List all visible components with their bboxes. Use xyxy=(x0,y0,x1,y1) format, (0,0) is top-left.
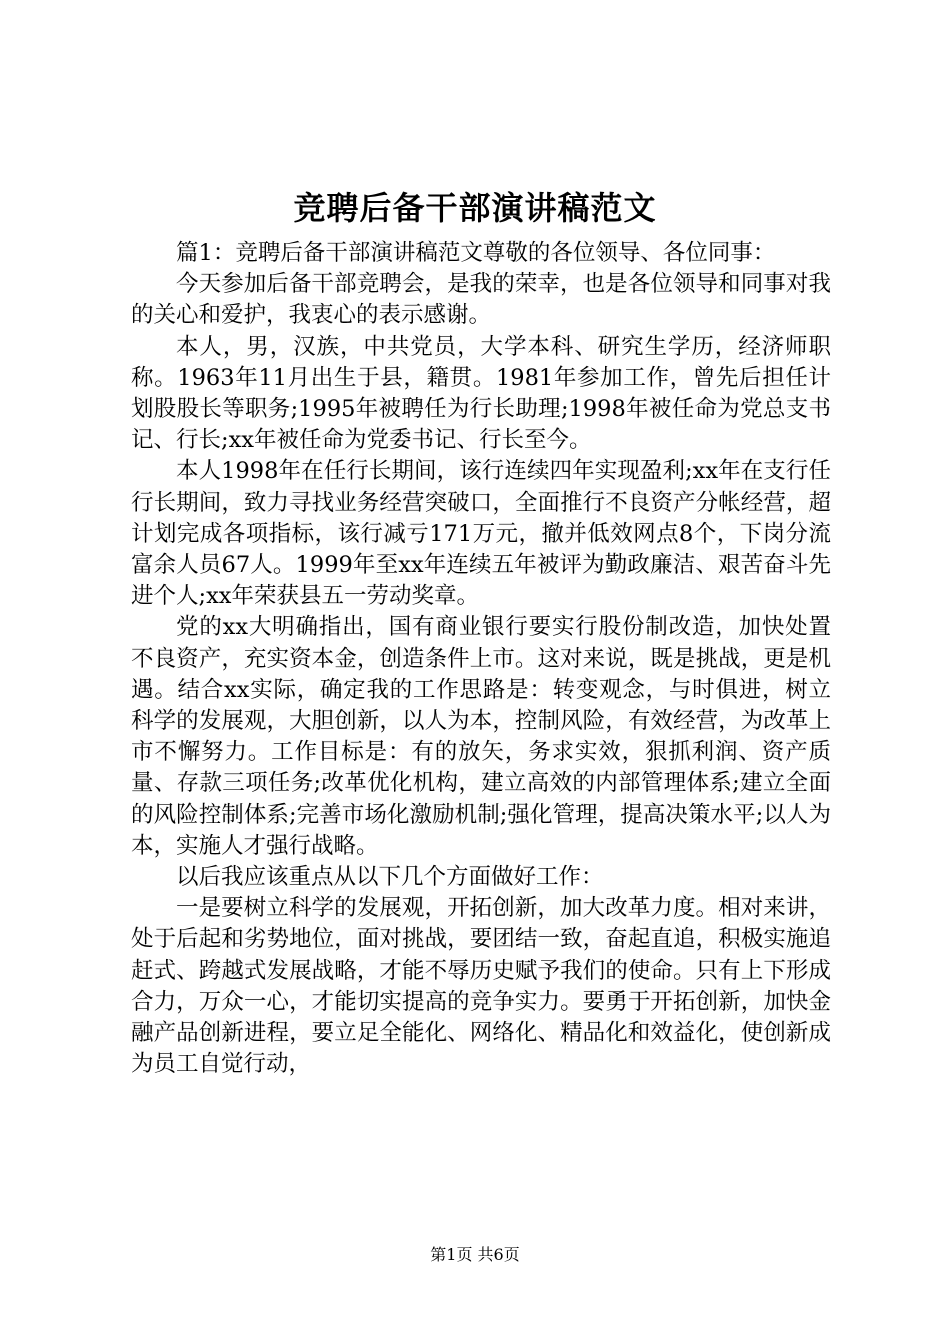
paragraph-point-one: 一是要树立科学的发展观，开拓创新，加大改革力度。相对来讲，处于后起和劣势地位，面对挑战，要团结一致，奋起直追，积极实施追赶式、跨越式发展战略，才能不辱历史赋予我们的使命。只有上下形成合力，万众一心，才能切实提高的竞争实力。要勇于开拓创新，加快金融产品创新进程，要立足全能化、网络化、精品化和效益化，使创新成为员工自觉行动， xyxy=(131,895,831,1078)
page-number-footer: 第1页 共6页 xyxy=(430,1245,520,1264)
document-title: 竞聘后备干部演讲稿范文 xyxy=(293,189,657,227)
paragraph-focus-intro: 以后我应该重点从以下几个方面做好工作： xyxy=(176,864,604,891)
paragraph-salutation: 篇1：竞聘后备干部演讲稿范文尊敬的各位领导、各位同事： xyxy=(176,240,776,266)
paragraph-personal-profile: 本人，男，汉族，中共党员，大学本科、研究生学历，经济师职称。1963年11月出生于县，籍贯。1981年参加工作，曾先后担任计划股股长等职务;1995年被聘任为行长助理;1998年被任命为党总支书记、行长;xx年被任命为党委书记、行长至今。 xyxy=(131,333,831,454)
paragraph-achievements: 本人1998年在任行长期间，该行连续四年实现盈利;xx年在支行任行长期间，致力寻找业务经营突破口，全面推行不良资产分帐经营，超计划完成各项指标，该行减亏171万元，撤并低效网点8个，下岗分流富余人员67人。1999年至xx年连续五年被评为勤政廉洁、艰苦奋斗先进个人;xx年荣获县五一劳动奖章。 xyxy=(131,458,831,610)
paragraph-intro: 今天参加后备干部竞聘会，是我的荣幸，也是各位领导和同事对我的关心和爱护，我衷心的表示感谢。 xyxy=(131,271,831,329)
paragraph-work-plan: 党的xx大明确指出，国有商业银行要实行股份制改造，加快处置不良资产，充实资本金，创造条件上市。这对来说，既是挑战，更是机遇。结合xx实际，确定我的工作思路是：转变观念，与时俱进，树立科学的发展观，大胆创新，以人为本，控制风险，有效经营，为改革上市不懈努力。工作目标是：有的放矢，务求实效，狠抓利润、资产质量、存款三项任务;改革优化机构，建立高效的内部管理体系;建立全面的风险控制体系;完善市场化激励机制;强化管理，提高决策水平;以人为本，实施人才强行战略。 xyxy=(131,614,831,859)
document-body xyxy=(131,238,831,1080)
